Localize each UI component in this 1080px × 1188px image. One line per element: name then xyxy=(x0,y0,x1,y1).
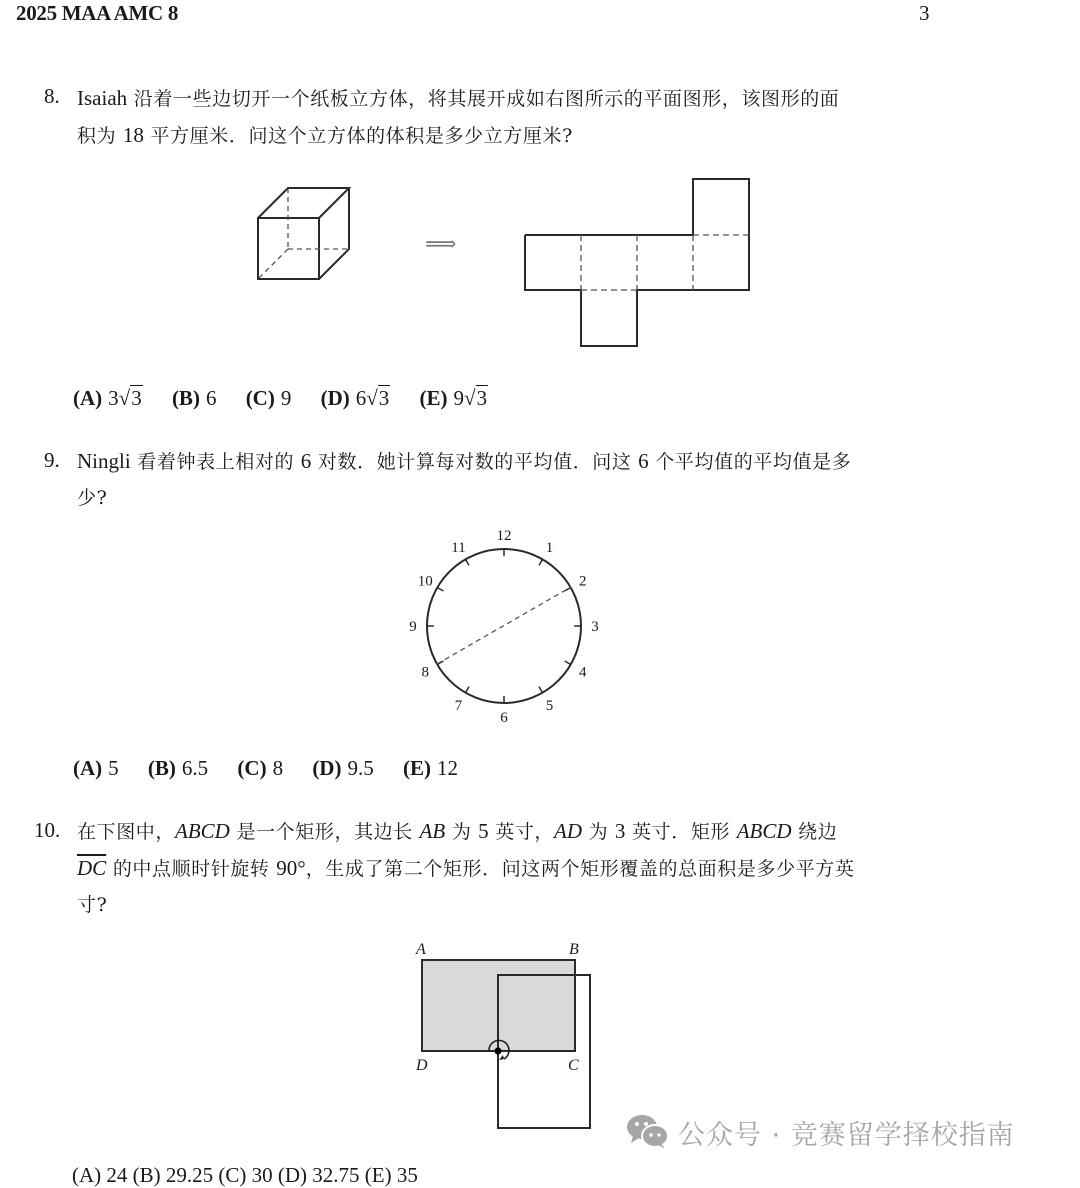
page-number: 3 xyxy=(919,1,930,25)
clock-number-3: 3 xyxy=(591,619,599,635)
question-10-text xyxy=(77,813,855,923)
clock-number-7: 7 xyxy=(454,697,463,714)
choice-8d[interactable]: (D) 6√3 xyxy=(320,386,390,410)
choice-9a[interactable]: (A) 5 xyxy=(73,756,119,780)
question-9-number: 9. xyxy=(44,448,60,472)
clock-number-9: 9 xyxy=(409,619,417,635)
exam-title: 2025 MAA AMC 8 xyxy=(16,1,179,25)
vertex-c-label: C xyxy=(568,1057,579,1074)
clock-figure xyxy=(400,522,620,732)
question-9-choices xyxy=(73,756,482,781)
question-8-line-1: Isaiah 沿着一些边切开一个纸板立方体，将其展开成如右图所示的平面图形，该图形的面 xyxy=(77,86,840,110)
clock-number-5: 5 xyxy=(545,697,554,714)
vertex-a-label: A xyxy=(416,941,426,958)
vertex-b-label: B xyxy=(569,941,579,958)
clock-number-1: 1 xyxy=(545,540,554,557)
clock-number-6: 6 xyxy=(500,710,508,726)
question-8-line-2: 积为 18 平方厘米．问这个立方体的体积是多少立方厘米? xyxy=(77,123,573,147)
question-10-number: 10. xyxy=(34,818,61,842)
rotated-rectangles-figure xyxy=(400,932,620,1142)
choice-9d[interactable]: (D) 9.5 xyxy=(312,756,374,780)
choice-8c[interactable]: (C) 9 xyxy=(245,386,292,410)
watermark xyxy=(626,1110,1015,1154)
vertex-d-label: D xyxy=(416,1057,428,1074)
clock-number-4: 4 xyxy=(579,664,587,681)
question-10-line-1: 在下图中，ABCD 是一个矩形，其边长 AB 为 5 英寸，AD 为 3 英寸．矩形 ABCD 绕边 xyxy=(77,819,838,843)
question-8-number: 8. xyxy=(44,84,60,108)
cube-figure xyxy=(250,180,370,300)
question-9-text xyxy=(77,443,851,516)
choice-8a[interactable]: (A) 3√3 xyxy=(73,386,142,410)
cube-net-figure xyxy=(520,174,760,354)
question-8-text xyxy=(77,80,839,154)
choice-9c[interactable]: (C) 8 xyxy=(237,756,284,780)
clock-number-2: 2 xyxy=(579,573,587,590)
question-10-line-2: $\overline{DC}$ 的中点顺时针旋转 90°，生成了第二个矩形．问这两个矩形覆盖的总面积是多少平方英 xyxy=(77,856,855,880)
question-8-choices xyxy=(73,386,512,411)
question-10-line-3: 寸? xyxy=(77,894,108,916)
clock-number-12: 12 xyxy=(496,528,512,544)
question-10-choices-cutoff: (A) 24 (B) 29.25 (C) 30 (D) 32.75 (E) 35 xyxy=(72,1163,418,1187)
choice-8e[interactable]: (E) 9√3 xyxy=(419,386,488,410)
choice-9e[interactable]: (E) 12 xyxy=(402,756,458,780)
watermark-text: 公众号 · 竞赛留学择校指南 xyxy=(678,1119,1015,1151)
choice-8b[interactable]: (B) 6 xyxy=(171,386,217,410)
implies-arrow-icon: ⟹ xyxy=(425,232,457,257)
question-9-line-1: Ningli 看着钟表上相对的 6 对数．她计算每对数的平均值．问这 6 个平均值的平均值是多 xyxy=(77,449,852,473)
clock-number-8: 8 xyxy=(421,664,429,681)
wechat-icon xyxy=(626,1112,670,1152)
clock-number-11: 11 xyxy=(451,540,466,557)
choice-9b[interactable]: (B) 6.5 xyxy=(147,756,209,780)
clock-number-10: 10 xyxy=(417,573,433,590)
question-9-line-2: 少? xyxy=(77,487,108,509)
